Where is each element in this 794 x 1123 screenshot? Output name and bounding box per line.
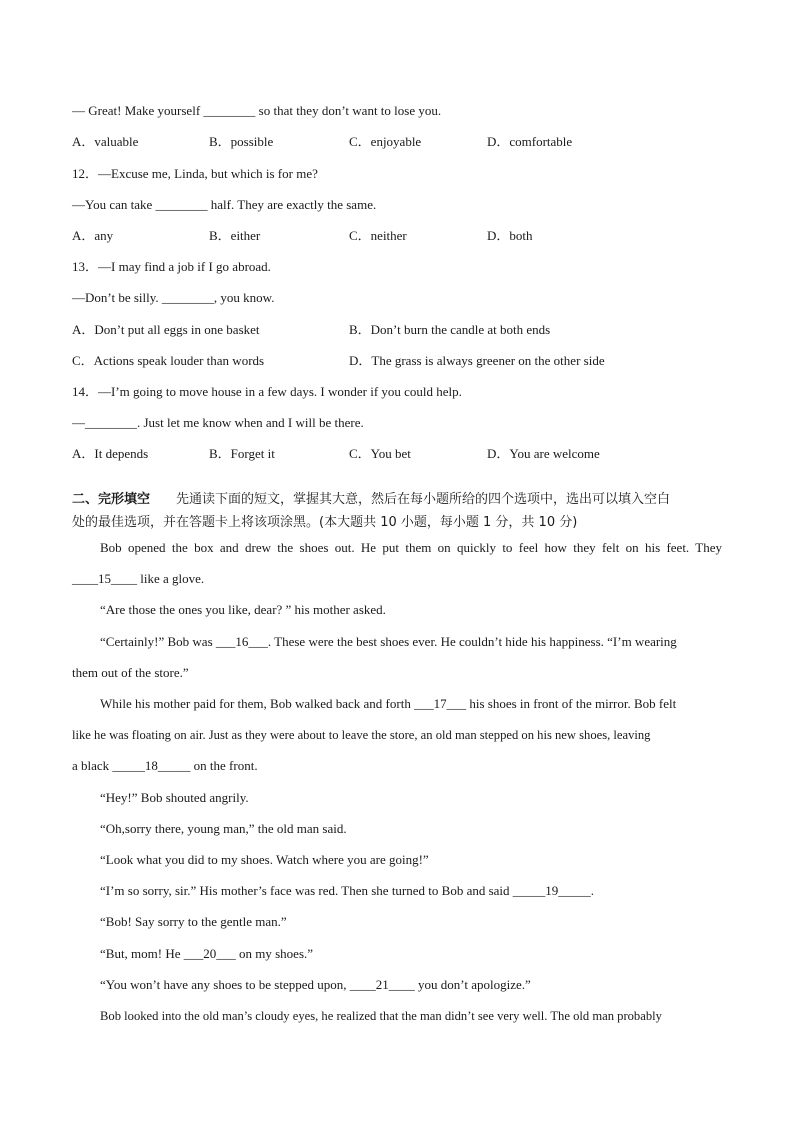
q13-reply: —Don’t be silly. ________, you know. bbox=[72, 290, 275, 305]
q11-option-c: C．enjoyable bbox=[349, 134, 422, 149]
passage-p10 bbox=[100, 946, 313, 962]
q14-option-d: D．You are welcome bbox=[487, 446, 600, 461]
q12-option-d: D．both bbox=[487, 228, 533, 243]
q13-question: 13．—I may find a job if I go abroad. bbox=[72, 259, 271, 274]
passage-p3-line2: them out of the store.” bbox=[72, 665, 189, 680]
passage-p1-line2 bbox=[72, 571, 204, 587]
section-heading bbox=[72, 492, 670, 508]
section-instruction-2: 处的最佳选项，并在答题卡上将该项涂黑。(本大题共 10 小题，每小题 1 分，共 10 分) bbox=[72, 515, 578, 530]
q12-option-b: B．either bbox=[209, 228, 261, 243]
passage-p2: “Are those the ones you like, dear? ” his mother asked. bbox=[100, 602, 386, 617]
blank-19: _____19_____ bbox=[512, 883, 591, 898]
passage-p9: “Bob! Say sorry to the gentle man.” bbox=[100, 914, 287, 929]
q11-option-a: A．valuable bbox=[72, 134, 139, 149]
passage-p11-start: “You won’t have any shoes to be stepped upon, bbox=[100, 977, 350, 992]
q14-reply: —________. Just let me know when and I will be there. bbox=[72, 415, 364, 430]
blank-17: ___17___ bbox=[414, 696, 467, 711]
q12-option-a: A．any bbox=[72, 228, 114, 243]
passage-p10-end: on my shoes.” bbox=[235, 946, 314, 961]
blank-18: _____18_____ bbox=[112, 758, 191, 773]
passage-p4-line3 bbox=[72, 758, 258, 774]
passage-p1-line1: Bob opened the box and drew the shoes out. He put them on quickly to feel how they felt on his feet. They bbox=[100, 540, 722, 555]
q14-option-a: A．It depends bbox=[72, 446, 149, 461]
passage-p8-end: . bbox=[590, 883, 595, 898]
q11-prompt: — Great! Make yourself ________ so that they don’t want to lose you. bbox=[72, 103, 442, 118]
blank-21: ____21____ bbox=[349, 977, 415, 992]
passage-p12: Bob looked into the old man’s cloudy eyes, he realized that the man didn’t see very well. The old man probably bbox=[100, 1009, 662, 1023]
passage-p11 bbox=[100, 977, 531, 993]
passage-p11-end: you don’t apologize.” bbox=[414, 977, 531, 992]
passage-p4-start: While his mother paid for them, Bob walked back and forth bbox=[100, 696, 415, 711]
q14-question: 14．—I’m going to move house in a few days. I wonder if you could help. bbox=[72, 384, 462, 399]
passage-p7: “Look what you did to my shoes. Watch where you are going!” bbox=[100, 852, 429, 867]
passage-p8 bbox=[100, 883, 594, 899]
passage-p1-tail: like a glove. bbox=[137, 571, 205, 586]
passage-p3-mid: . These were the best shoes ever. He couldn’t hide his happiness. “I’m wearing bbox=[267, 634, 677, 649]
blank-16: ___16___ bbox=[215, 634, 268, 649]
q11-option-d: D．comfortable bbox=[487, 134, 573, 149]
q14-option-b: B．Forget it bbox=[209, 446, 275, 461]
passage-p4-line1 bbox=[100, 696, 676, 712]
q13-option-a: A．Don’t put all eggs in one basket bbox=[72, 322, 260, 337]
q12-reply: —You can take ________ half. They are exactly the same. bbox=[72, 197, 377, 212]
blank-15: ____15____ bbox=[72, 571, 137, 586]
passage-p8-start: “I’m so sorry, sir.” His mother’s face was red. Then she turned to Bob and said bbox=[100, 883, 513, 898]
passage-p6: “Oh,sorry there, young man,” the old man said. bbox=[100, 821, 347, 836]
q11-option-b: B．possible bbox=[209, 134, 274, 149]
section-instruction-1: 先通读下面的短文，掌握其大意，然后在每小题所给的四个选项中，选出可以填入空白 bbox=[176, 492, 671, 507]
passage-p10-start: “But, mom! He bbox=[100, 946, 184, 961]
q12-question: 12．—Excuse me, Linda, but which is for me? bbox=[72, 166, 318, 181]
q13-option-c: C．Actions speak louder than words bbox=[72, 353, 265, 368]
section-title: 二、完形填空 bbox=[72, 492, 151, 507]
q12-option-c: C．neither bbox=[349, 228, 407, 243]
passage-p4-mid: his shoes in front of the mirror. Bob felt bbox=[466, 696, 677, 711]
passage-p3-start: “Certainly!” Bob was bbox=[100, 634, 216, 649]
passage-p4-end: on the front. bbox=[190, 758, 258, 773]
passage-p4-black: a black bbox=[72, 758, 113, 773]
q14-option-c: C．You bet bbox=[349, 446, 411, 461]
passage-p4-line2: like he was floating on air. Just as they were about to leave the store, an old man stepped on his new shoes, leaving bbox=[72, 728, 651, 742]
blank-20: ___20___ bbox=[183, 946, 236, 961]
passage-p3-line1 bbox=[100, 634, 722, 650]
q13-option-d: D．The grass is always greener on the other side bbox=[349, 353, 605, 368]
q13-option-b: B．Don’t burn the candle at both ends bbox=[349, 322, 551, 337]
passage-p5: “Hey!” Bob shouted angrily. bbox=[100, 790, 249, 805]
